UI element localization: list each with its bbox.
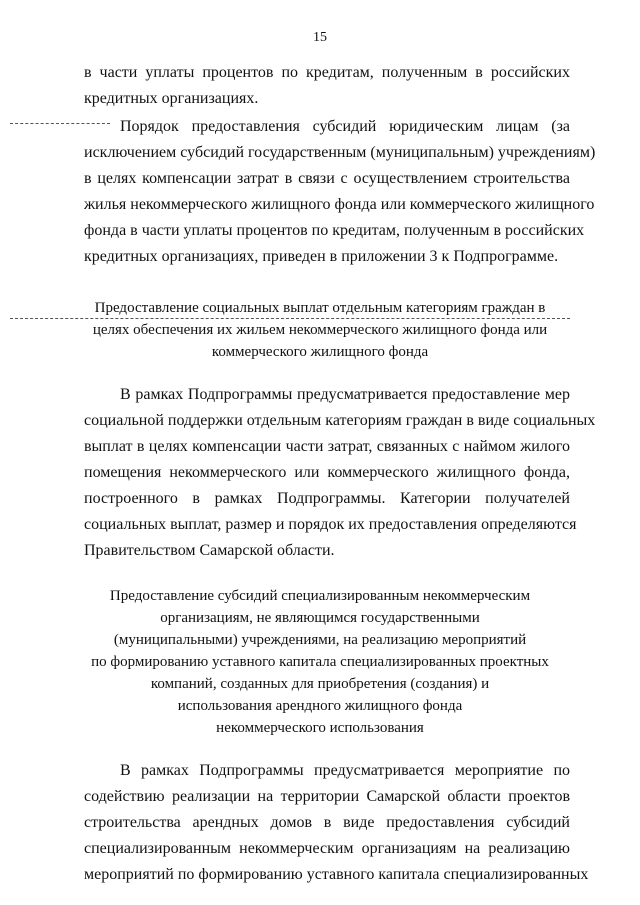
paragraph-4-line: специализированным некоммерческим организациям на реализацию: [84, 840, 570, 857]
paragraph-3-line: социальной поддержки отдельным категориям граждан в виде социальных: [84, 412, 596, 429]
section-heading-2: компаний, созданных для приобретения (создания) и: [150, 676, 490, 692]
section-heading-1: коммерческого жилищного фонда: [211, 344, 429, 360]
paragraph-2-line: фонда в части уплаты процентов по кредитам, полученным в российских: [84, 222, 585, 239]
paragraph-3-line: помещения некоммерческого или коммерческого жилищного фонда,: [84, 464, 570, 481]
scan-dash-line: [10, 123, 110, 124]
paragraph-4-line: В рамках Подпрограммы предусматривается мероприятие по: [120, 762, 570, 779]
paragraph-3-line: В рамках Подпрограммы предусматривается предоставление мер: [120, 386, 570, 403]
paragraph-3-line: Правительством Самарской области.: [84, 542, 335, 559]
scan-dash-line: [10, 318, 570, 319]
paragraph-1-line: в части уплаты процентов по кредитам, полученным в российских: [84, 64, 570, 81]
paragraph-2-line: жилья некоммерческого жилищного фонда или коммерческого жилищного: [84, 196, 595, 213]
page-number: 15: [313, 30, 327, 45]
section-heading-2: (муниципальными) учреждениями, на реализацию мероприятий: [113, 632, 527, 648]
paragraph-4-line: мероприятий по формированию уставного капитала специализированных: [84, 866, 589, 883]
paragraph-4-line: строительства арендных домов в виде предоставления субсидий: [84, 814, 570, 831]
section-heading-2: использования арендного жилищного фонда: [177, 698, 463, 714]
paragraph-4-line: содействию реализации на территории Самарской области проектов: [84, 788, 570, 805]
section-heading-1: целях обеспечения их жильем некоммерческого жилищного фонда или: [92, 322, 548, 338]
section-heading-2: организациям, не являющимся государственными: [160, 610, 480, 626]
paragraph-2-line: в целях компенсации затрат в связи с осуществлением строительства: [84, 170, 570, 187]
section-heading-2: некоммерческого использования: [216, 720, 424, 736]
paragraph-1-line: кредитных организациях.: [84, 90, 259, 107]
paragraph-2-line: кредитных организациях, приведен в приложении 3 к Подпрограмме.: [84, 248, 559, 265]
section-heading-2: по формированию уставного капитала специализированных проектных: [91, 654, 549, 670]
section-heading-1: Предоставление социальных выплат отдельным категориям граждан в: [94, 300, 546, 316]
paragraph-2-line: Порядок предоставления субсидий юридическим лицам (за: [120, 118, 570, 135]
paragraph-3-line: социальных выплат, размер и порядок их предоставления определяются: [84, 516, 577, 533]
paragraph-3-line: построенного в рамках Подпрограммы. Категории получателей: [84, 490, 570, 507]
section-heading-2: Предоставление субсидий специализированным некоммерческим: [109, 588, 531, 604]
paragraph-3-line: выплат в целях компенсации части затрат, связанных с наймом жилого: [84, 438, 570, 455]
paragraph-2-line: исключением субсидий государственным (муниципальным) учреждениям): [84, 144, 596, 161]
